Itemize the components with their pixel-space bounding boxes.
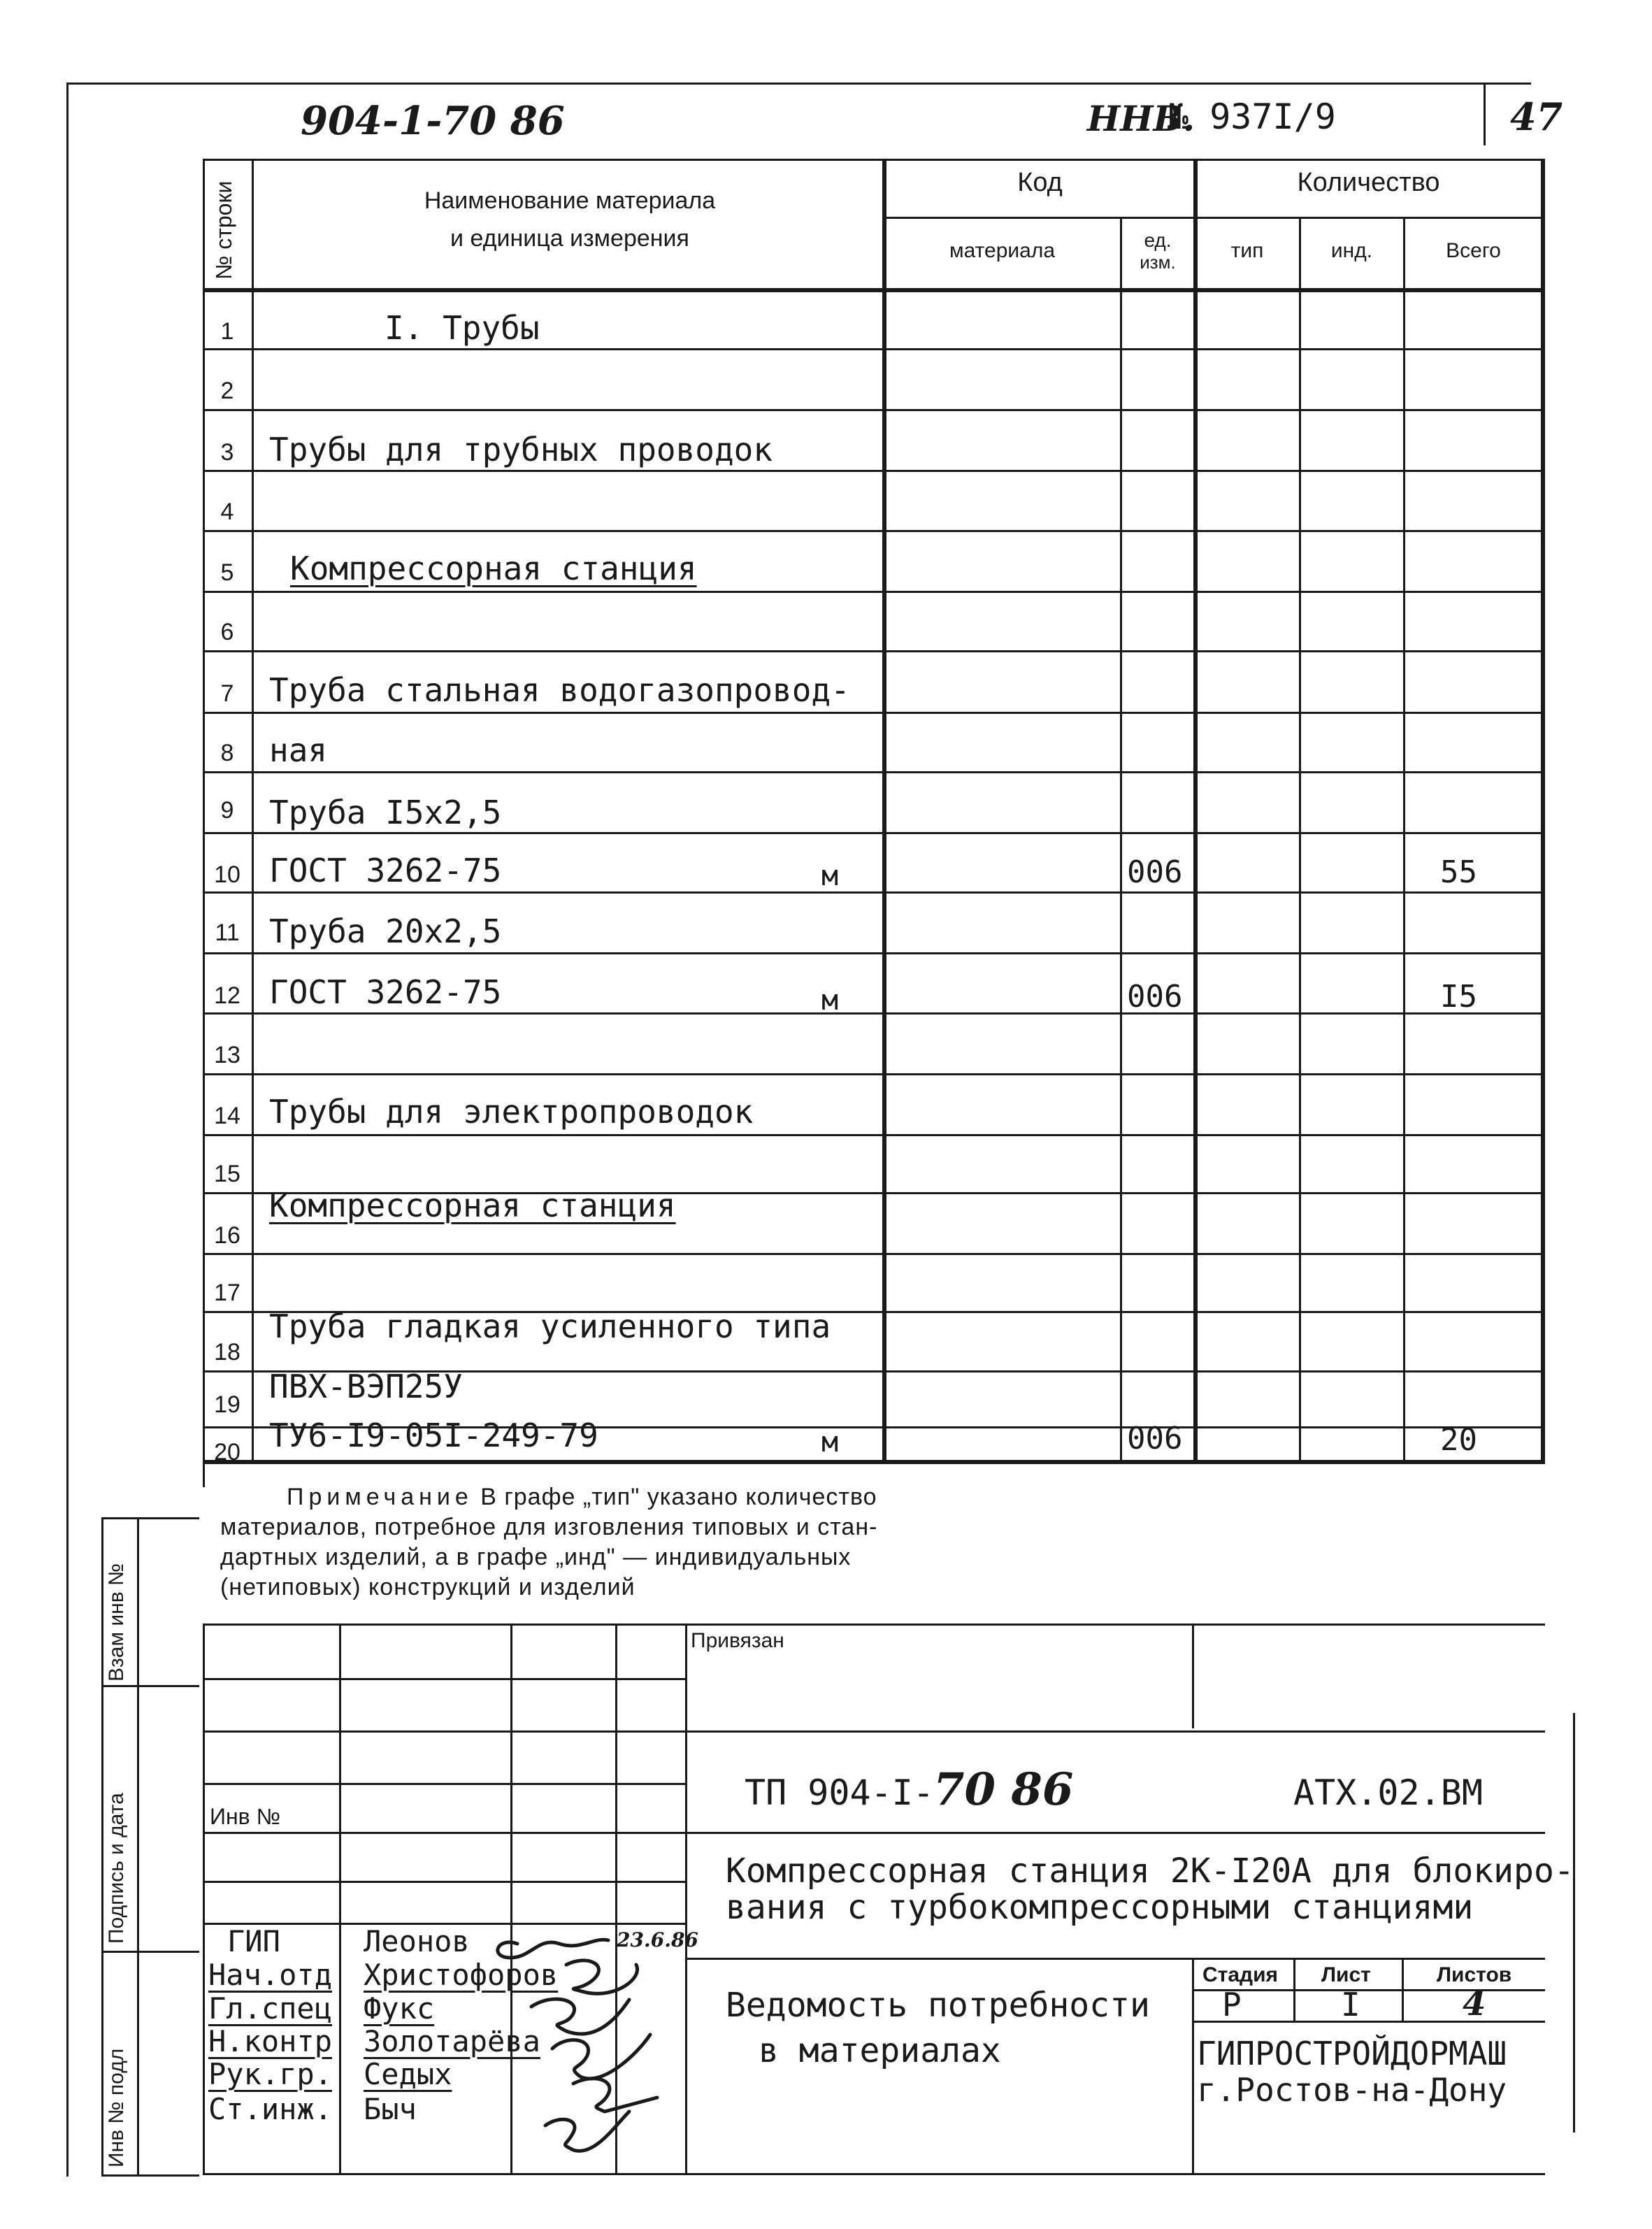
- row-text: ГОСТ 3262-75: [269, 852, 502, 889]
- row-number: 12: [214, 982, 240, 1009]
- tb-privyazan-right: [1192, 1624, 1194, 1728]
- row-number: 7: [220, 680, 234, 707]
- row-number: 1: [220, 318, 234, 345]
- row-separator: [203, 1073, 1542, 1075]
- note-label: Примечание: [287, 1484, 473, 1510]
- name-col-right: [882, 159, 886, 1462]
- name-header-line2: и единица измерения: [450, 225, 689, 252]
- signatures-scribble: [475, 1916, 699, 2174]
- row-separator: [203, 650, 1542, 652]
- page-number-divider: [1484, 83, 1486, 145]
- doc-code-handwritten: 70 86: [933, 1763, 1074, 1816]
- side-stamp-podpis: Подпись и дата: [105, 1793, 128, 1944]
- row-separator: [203, 1134, 1542, 1136]
- signer-name: Быч: [364, 2092, 417, 2126]
- frame-top: [66, 83, 1531, 85]
- signer-role: Ст.инж.: [208, 2092, 333, 2126]
- name-header-line1: Наименование материала: [424, 187, 716, 214]
- row-number: 20: [214, 1439, 240, 1465]
- title-block-left: [203, 1624, 205, 2174]
- code-material-header: материала: [949, 239, 1056, 262]
- row-text: Трубы для электропроводок: [269, 1093, 754, 1131]
- row-separator: [203, 952, 1542, 954]
- frame-left: [66, 83, 69, 2177]
- project-title-line2: вания с турбокомпрессорными станциями: [726, 1888, 1474, 1927]
- row-number: 13: [214, 1042, 240, 1068]
- row-unit-code: 006: [1127, 1421, 1183, 1456]
- row-text: I. Трубы: [385, 309, 540, 347]
- row-number: 15: [214, 1161, 240, 1187]
- page-number: 47: [1510, 94, 1563, 139]
- code-unit-header-line1: ед.: [1144, 229, 1172, 251]
- doc-code-prefix: ТП 904-I-: [745, 1772, 934, 1813]
- code-header: Код: [1017, 168, 1063, 197]
- row-text: Труба гладкая усиленного типа: [269, 1307, 831, 1345]
- tb-line: [203, 1783, 685, 1785]
- org-line1: ГИПРОСТРОЙДОРМАШ: [1197, 2035, 1507, 2072]
- quantity-header: Количество: [1297, 168, 1440, 197]
- project-title-line1: Компрессорная станция 2К-I20А для блокиро-: [726, 1851, 1574, 1891]
- signer-name: Золотарёва: [364, 2024, 540, 2058]
- row-number: 9: [220, 797, 234, 824]
- side-stamp-line: [101, 2174, 199, 2177]
- row-number: 14: [214, 1103, 240, 1129]
- qty-ind-header: инд.: [1330, 239, 1373, 262]
- note-line4: (нетиповых) конструкций и изделий: [220, 1574, 635, 1600]
- inv-number: № 937I/9: [1168, 96, 1336, 137]
- row-separator: [203, 771, 1542, 773]
- header-subdivider: [882, 217, 1543, 219]
- table-right: [1541, 159, 1545, 1462]
- row-unit: м: [821, 860, 839, 892]
- row-separator: [203, 591, 1542, 593]
- type-col-right: [1299, 217, 1301, 1461]
- row-separator: [203, 348, 1542, 350]
- tb-line: [203, 1881, 685, 1883]
- table-header-bottom: [203, 288, 1545, 292]
- side-stamp-line: [101, 1951, 199, 1953]
- table-top: [203, 159, 1545, 161]
- signer-name: Леонов: [364, 1924, 470, 1958]
- signer-role: Н.контр: [208, 2024, 333, 2058]
- qty-type-header: тип: [1230, 239, 1264, 262]
- row-separator: [203, 891, 1542, 894]
- row-number: 17: [214, 1280, 240, 1306]
- signer-role: Рук.гр.: [208, 2057, 333, 2091]
- row-unit: м: [821, 984, 839, 1017]
- sheets-value: 4: [1463, 1984, 1486, 2023]
- sheet-title-line1: Ведомость потребности: [726, 1986, 1150, 2025]
- table-bottom: [203, 1460, 1545, 1464]
- tb-line: [685, 1958, 1545, 1960]
- row-separator: [203, 1253, 1542, 1255]
- signer-name: Фукс: [364, 1991, 435, 2026]
- side-stamp-left: [101, 1517, 103, 2174]
- row-number: 4: [220, 499, 234, 525]
- row-text: Компрессорная станция: [269, 1187, 676, 1224]
- row-text: ТУ6-I9-05I-249-79: [269, 1417, 598, 1454]
- sheet-title-line2: в материалах: [759, 2031, 1001, 2070]
- tb-line: [203, 1730, 1545, 1733]
- row-separator: [203, 530, 1542, 532]
- tb-line: [203, 1678, 685, 1680]
- row-text: ПВХ-ВЭП25У: [269, 1368, 463, 1405]
- side-stamp-vzam: Взам инв №: [105, 1563, 128, 1682]
- stage-label: Стадия: [1202, 1963, 1279, 1986]
- code-col-right: [1193, 159, 1198, 1462]
- row-number: 8: [220, 740, 234, 766]
- row-number: 6: [220, 619, 234, 645]
- row-number: 3: [220, 439, 234, 466]
- ind-col-right: [1403, 217, 1405, 1461]
- code-unit-left: [1120, 217, 1122, 1461]
- rownum-right: [252, 159, 254, 1462]
- row-total: I5: [1440, 979, 1477, 1015]
- row-unit: м: [821, 1426, 839, 1458]
- doc-number-handwritten: 904-1-70 86: [301, 98, 565, 144]
- code-unit-header-line2: изм.: [1140, 252, 1176, 273]
- signer-role: Нач.отд: [208, 1958, 333, 1992]
- sheet-label: Лист: [1321, 1963, 1371, 1986]
- side-stamp-line: [101, 1517, 199, 1519]
- tb-col: [339, 1624, 341, 2173]
- tb-stage-hline: [1192, 1989, 1545, 1991]
- side-stamp-inv-podl: Инв № подл: [105, 2048, 128, 2167]
- side-stamp-divider: [137, 1517, 139, 2174]
- row-number: 5: [220, 559, 234, 586]
- row-total: 55: [1440, 854, 1477, 890]
- signer-role: ГИП: [227, 1924, 280, 1958]
- note-line2: материалов, потребное для изговления типовых и стан-: [220, 1514, 878, 1540]
- note-line1: В графе „тип" указано количество: [473, 1484, 877, 1510]
- row-unit-code: 006: [1127, 979, 1183, 1015]
- row-unit-code: 006: [1127, 854, 1183, 890]
- row-separator: [203, 470, 1542, 472]
- sheets-label: Листов: [1437, 1963, 1512, 1986]
- row-number: 16: [214, 1222, 240, 1249]
- row-text: ная: [269, 731, 328, 769]
- row-number: 10: [214, 861, 240, 888]
- row-number: 19: [214, 1391, 240, 1418]
- stage-value: Р: [1222, 1986, 1242, 2023]
- org-line2: г.Ростов-на-Дону: [1197, 2071, 1507, 2109]
- sheet-value: I: [1341, 1986, 1360, 2023]
- side-stamp-line: [101, 1685, 199, 1687]
- row-text: ГОСТ 3262-75: [269, 973, 502, 1011]
- doc-code-suffix: АТХ.02.ВМ: [1293, 1772, 1483, 1813]
- row-text: Труба I5x2,5: [269, 794, 502, 831]
- tb-line: [1192, 2021, 1545, 2023]
- row-text: Труба 20x2,5: [269, 912, 502, 950]
- frame-right: [1573, 1713, 1575, 2133]
- row-number-header: № строки: [211, 180, 236, 280]
- tb-line: [203, 1832, 1545, 1834]
- row-separator: [203, 1012, 1542, 1015]
- privyazan-label: Привязан: [691, 1629, 784, 1652]
- note-line3: дартных изделий, а в графе „инд" — индивидуальных: [220, 1544, 852, 1570]
- signature-date: 23.6.86: [617, 1928, 698, 1951]
- row-number: 11: [215, 919, 240, 946]
- row-number: 18: [214, 1339, 240, 1366]
- signer-name: Седых: [364, 2057, 452, 2091]
- row-separator: [203, 832, 1542, 834]
- title-block-top: [203, 1624, 1545, 1626]
- signer-role: Гл.спец: [208, 1991, 333, 2026]
- row-separator: [203, 409, 1542, 411]
- row-number: 2: [220, 378, 234, 404]
- row-text: Трубы для трубных проводок: [269, 431, 773, 468]
- inv-label: ННВ.: [1087, 98, 1195, 139]
- row-total: 20: [1440, 1422, 1477, 1458]
- row-separator: [203, 712, 1542, 714]
- title-block-bottom: [203, 2173, 1545, 2175]
- inv-no-label: Инв №: [210, 1804, 280, 1829]
- qty-total-header: Всего: [1446, 239, 1501, 262]
- row-text: Труба стальная водогазопровод-: [269, 671, 850, 709]
- note: [220, 1482, 877, 1603]
- signer-name: Христофоров: [364, 1958, 559, 1992]
- row-text: Компрессорная станция: [290, 550, 697, 587]
